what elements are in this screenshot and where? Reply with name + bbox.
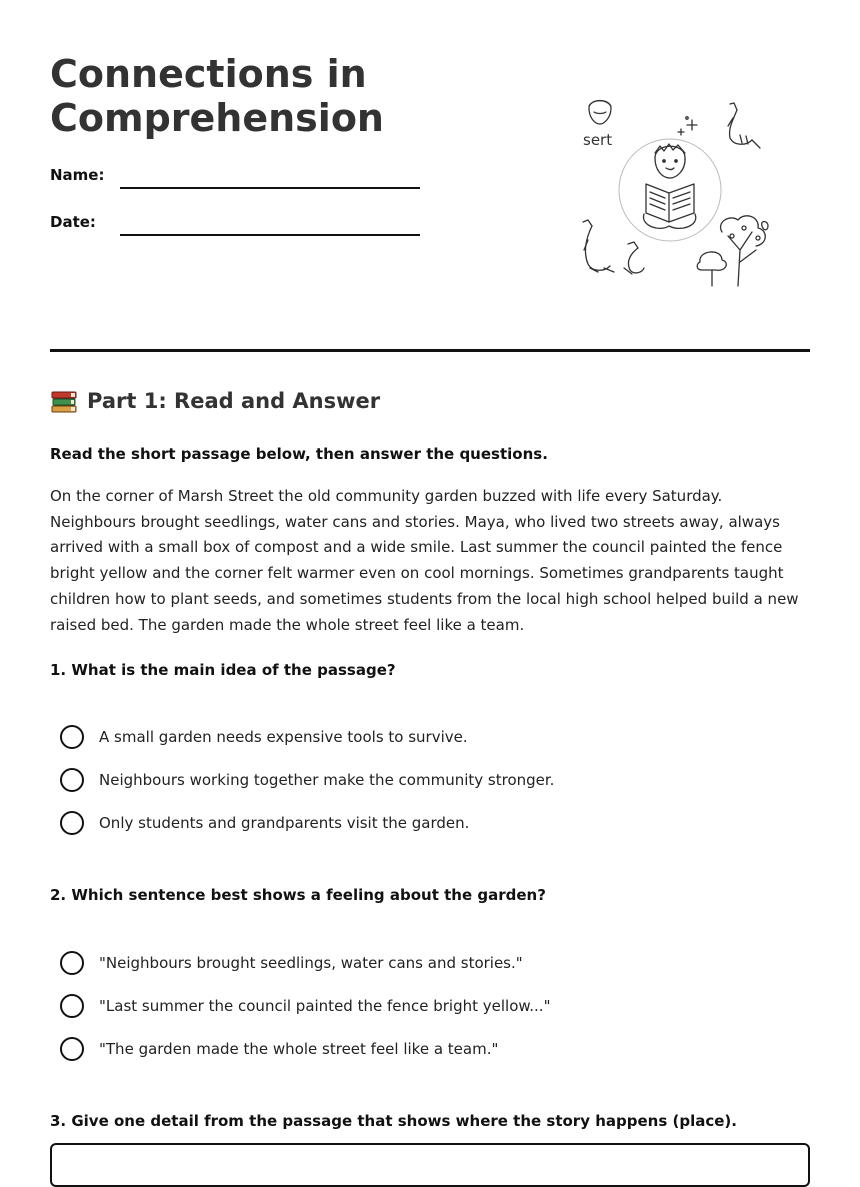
name-field[interactable]: [120, 187, 420, 189]
option-label: "The garden made the whole street feel like a team.": [99, 1040, 499, 1058]
question-1-option-a[interactable]: [60, 725, 468, 749]
worksheet-title: [50, 52, 384, 140]
instructions: Read the short passage below, then answer the questions.: [50, 445, 548, 463]
kangaroo-family-icon: [583, 220, 644, 274]
option-label: Neighbours working together make the community stronger.: [99, 771, 555, 789]
part-1-heading: [50, 388, 380, 414]
option-label: Only students and grandparents visit the garden.: [99, 814, 470, 832]
question-2: 2. Which sentence best shows a feeling about the garden?: [50, 886, 546, 904]
radio-button[interactable]: [60, 725, 84, 749]
radio-button[interactable]: [60, 1037, 84, 1061]
title-line-1: Connections in: [50, 52, 367, 96]
section-divider: [50, 349, 810, 352]
question-2-option-b[interactable]: [60, 994, 550, 1018]
tree-icon: [697, 216, 768, 286]
radio-button[interactable]: [60, 994, 84, 1018]
person-head-icon: [589, 101, 611, 125]
radio-button[interactable]: [60, 951, 84, 975]
radio-button[interactable]: [60, 811, 84, 835]
kangaroo-icon: [728, 103, 760, 148]
radio-button[interactable]: [60, 768, 84, 792]
option-label: "Last summer the council painted the fence bright yellow...": [99, 997, 551, 1015]
name-label: Name:: [50, 166, 105, 184]
question-1-option-b[interactable]: [60, 768, 554, 792]
part-1-heading-text: Part 1: Read and Answer: [87, 389, 381, 413]
date-label: Date:: [50, 213, 96, 231]
option-label: A small garden needs expensive tools to survive.: [99, 728, 468, 746]
child-reading-icon: [643, 144, 695, 228]
sparkle-icon: [678, 117, 697, 135]
question-2-option-c[interactable]: [60, 1037, 498, 1061]
question-1: 1. What is the main idea of the passage?: [50, 661, 396, 679]
question-3: 3. Give one detail from the passage that shows where the story happens (place).: [50, 1112, 737, 1130]
reading-passage: On the corner of Marsh Street the old community garden buzzed with life every Saturday. Neighbours brought seedlings, water cans and stories. Maya, who lived two streets away, always arrived with a small box of compost and a wide smile. Last summer the council painted the fence bright yellow and the corner felt warmer even on cool mornings. Sometimes grandparents taught children how to plant seeds, and sometimes students from the local high school helped build a new raised bed. The garden made the whole street feel like a team.: [50, 487, 799, 634]
books-icon: [50, 388, 78, 414]
date-field[interactable]: [120, 234, 420, 236]
title-line-2: Comprehension: [50, 96, 384, 140]
question-3-answer-box[interactable]: [50, 1143, 810, 1187]
question-2-option-a[interactable]: [60, 951, 523, 975]
illustration-caption: sert: [583, 131, 613, 149]
question-1-option-c[interactable]: [60, 811, 469, 835]
option-label: "Neighbours brought seedlings, water cans and stories.": [99, 954, 523, 972]
reading-child-illustration: [575, 95, 780, 290]
